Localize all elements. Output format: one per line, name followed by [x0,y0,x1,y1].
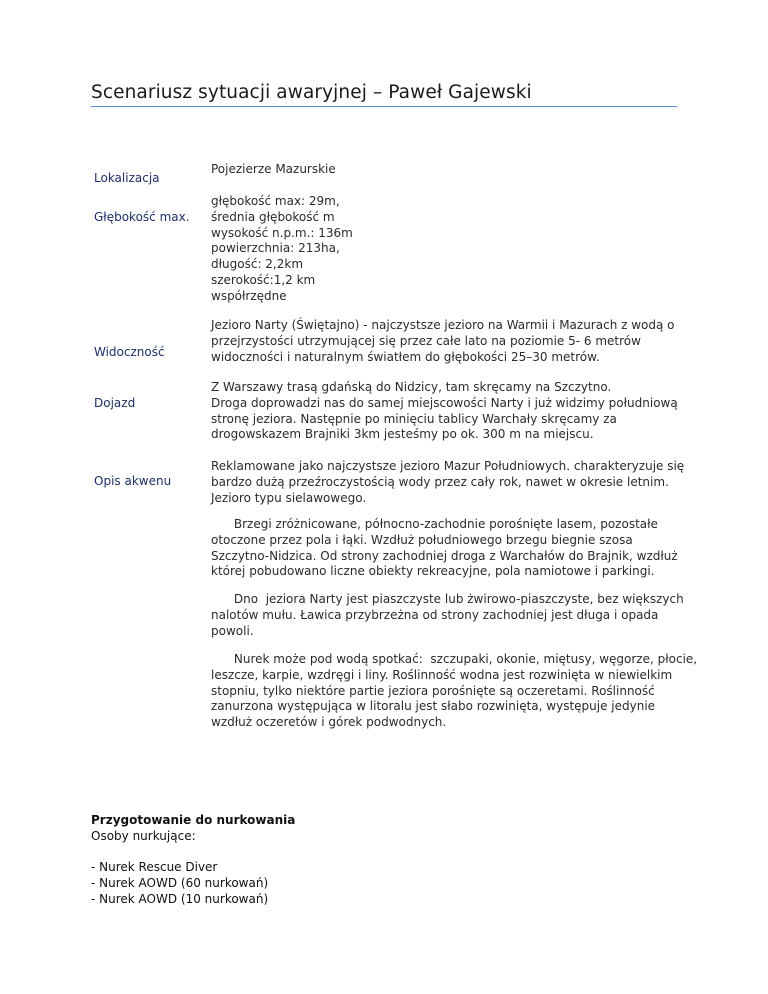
paragraph-line: zanurzona występująca w litoralu jest słabo rozwinięta, występuje jedynie [211,699,656,714]
label-widocznosc: Widoczność [94,345,165,359]
value-dojazd [211,380,677,443]
paragraph-brzegi [211,517,677,580]
preparation-section [91,813,295,908]
value-line: Z Warszawy trasą gdańską do Nidzicy, tam skręcamy na Szczytno. [211,380,612,394]
paragraph-nurek [211,652,698,731]
preparation-heading: Przygotowanie do nurkowania [91,813,296,827]
value-line: przejrzystości utrzymującej się przez całe lato na poziomie 5- 6 metrów [211,333,641,348]
value-line: Jezioro typu sielawowego. [211,490,367,505]
value-widocznosc [211,318,677,365]
diver-list-item: - Nurek AOWD (10 nurkowań) [91,891,269,906]
paragraph-line: nalotów mułu. Ławica przybrzeżna od strony zachodniej jest długa i opada [211,607,659,622]
spacer [91,845,295,861]
document-title: Scenariusz sytuacji awaryjnej – Paweł Gajewski [91,82,532,103]
title-underline [91,106,677,107]
value-line: bardzo dużą przeźroczystością wody przez cały rok, nawet w okresie letnim. [211,474,669,489]
value-opis-akwenu [211,459,685,506]
label-dojazd: Dojazd [94,396,136,410]
label-glebokosc: Głębokość max. [94,210,190,224]
value-line: stronę jeziora. Następnie po minięciu tablicy Warchały skręcamy za [211,411,617,426]
paragraph-line: Nurek może pod wodą spotkać: szczupaki, okonie, miętusy, węgorze, płocie, [211,652,698,666]
value-line: Jezioro Narty (Świętajno) - najczystsze jezioro na Warmii i Mazurach z wodą o [211,318,675,332]
value-line: drogowskazem Brajniki 3km jesteśmy po ok. 300 m na miejscu. [211,427,594,442]
preparation-subtitle: Osoby nurkujące: [91,828,196,843]
value-line: średnia głębokość m [211,209,335,224]
value-glebokosc [211,194,677,305]
paragraph-line: Dno jeziora Narty jest piaszczyste lub żwirowo-piaszczyste, bez większych [211,592,684,606]
diver-list-item: - Nurek AOWD (60 nurkowań) [91,876,269,891]
paragraph-line: której pobudowano liczne obiekty rekreacyjne, pola namiotowe i parkingi. [211,564,655,579]
value-line: głębokość max: 29m, [211,194,340,208]
paragraph-line: Brzegi zróżnicowane, północno-zachodnie porośnięte lasem, pozostałe [211,517,658,531]
value-line: powierzchnia: 213ha, [211,241,340,256]
paragraph-line: leszcze, karpie, wzdręgi i liny. Roślinność wodna jest rozwinięta w niewielkim [211,667,673,682]
label-lokalizacja: Lokalizacja [94,171,160,185]
value-line: długość: 2,2km [211,257,304,272]
value-line: szerokość:1,2 km [211,272,316,287]
value-line: widoczności i naturalnym światłem do głębokości 25–30 metrów. [211,349,600,364]
value-line: Droga doprowadzi nas do samej miejscowości Narty i już widzimy południową [211,395,678,410]
paragraph-line: wzdłuż oczeretów i górek podwodnych. [211,715,447,730]
label-opis-akwenu: Opis akwenu [94,474,172,488]
value-line: współrzędne [211,288,287,303]
value-line: wysokość n.p.m.: 136m [211,225,353,240]
paragraph-line: otoczone przez pola i łąki. Wzdłuż południowego brzegu biegnie szosa [211,532,633,547]
paragraph-line: powoli. [211,623,254,638]
diver-list-item: - Nurek Rescue Diver [91,860,218,875]
value-line: Pojezierze Mazurskie [211,162,336,176]
value-line: Reklamowane jako najczystsze jezioro Mazur Południowych. charakteryzuje się [211,459,685,473]
paragraph-line: Szczytno-Nidzica. Od strony zachodniej droga z Warchałów do Brajnik, wzdłuż [211,548,678,563]
paragraph-dno [211,592,684,639]
paragraph-line: stopniu, tylko niektóre partie jeziora porośnięte są oczeretami. Roślinność [211,683,655,698]
value-lokalizacja [211,162,677,178]
